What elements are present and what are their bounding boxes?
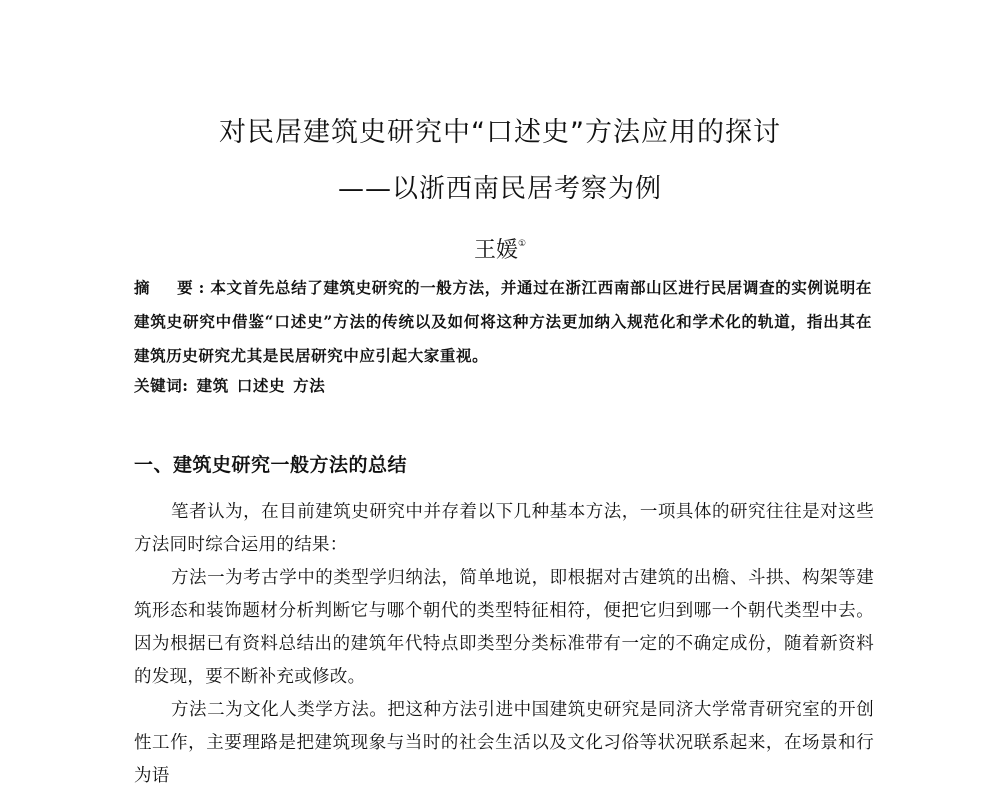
keyword-item: 建筑 (196, 376, 229, 395)
author-name: 王媛 (473, 238, 518, 263)
section-heading: 一、建筑史研究一般方法的总结 (134, 454, 408, 476)
abstract-label: 摘 要: (134, 278, 211, 297)
body-paragraph: 方法二为文化人类学方法。把这种方法引进中国建筑史研究是同济大学常青研究室的开创性工作，主要理路是把建筑现象与当时的社会生活以及文化习俗等状况联系起来，在场景和行为语 (134, 700, 874, 786)
abstract-text: 本文首先总结了建筑史研究的一般方法，并通过在浙江西南部山区进行民居调查的实例说明在建筑史研究中借鉴“口述史”方法的传统以及如何将这种方法更加纳入规范化和学术化的轨道，指出其在建筑历史研究尤其是民居研究中应引起大家重视。 (134, 278, 872, 365)
keyword-item: 口述史 (236, 376, 286, 395)
body-paragraph: 方法一为考古学中的类型学归纳法，简单地说，即根据对古建筑的出檐、斗拱、构架等建筑形态和装饰题材分析判断它与哪个朝代的类型特征相符，便把它归到哪一个朝代类型中去。因为根据已有资料总结出的建筑年代特点即类型分类标准带有一定的不确定成份，随着新资料的发现，要不断补充或修改。 (134, 568, 874, 687)
keywords-label: 关键词: (134, 376, 189, 395)
author-footnote-mark: ① (517, 239, 527, 249)
author-line (0, 228, 1000, 267)
body-paragraph: 笔者认为，在目前建筑史研究中并存着以下几种基本方法，一项具体的研究往往是对这些方法同时综合运用的结果： (134, 502, 874, 555)
abstract (134, 271, 872, 373)
keywords (134, 371, 872, 401)
keyword-item: 方法 (293, 376, 326, 395)
paper-subtitle: ——以浙西南民居考察为例 (337, 174, 662, 204)
paper-title: 对民居建筑史研究中“口述史”方法应用的探讨 (219, 117, 781, 148)
